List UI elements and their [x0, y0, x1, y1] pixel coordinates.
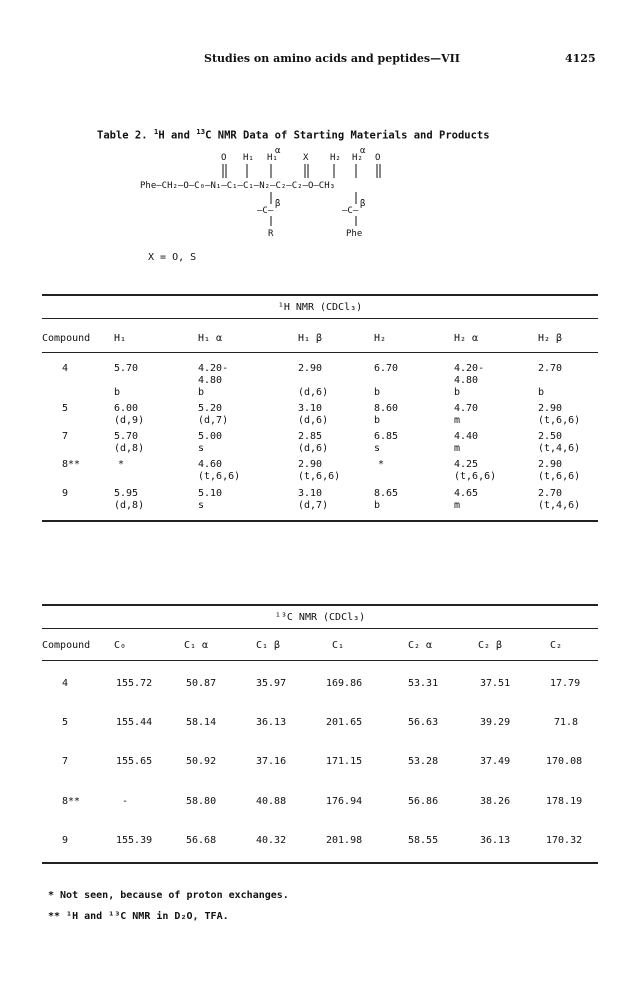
cell-line: 5.00: [198, 431, 223, 442]
cell-line: 4.40: [454, 431, 479, 442]
c-row-c0: -: [122, 796, 129, 807]
cell-line: 2.70: [538, 488, 563, 499]
h-row-cell: [298, 459, 340, 483]
cell-line: 2.90: [298, 459, 323, 470]
cell-line: 4.80: [454, 375, 479, 386]
c-col-c2: C₂: [550, 640, 563, 651]
cell-line: b: [114, 387, 121, 398]
h-table-bottom-rule: [42, 520, 598, 522]
h-row-cell: [114, 431, 144, 455]
cell-line: m: [454, 443, 461, 454]
h-col-compound: Compound: [42, 333, 91, 344]
h-row-compound: 4: [62, 363, 69, 374]
table-label: Table 2.: [97, 129, 148, 142]
cell-line: (t,6,6): [454, 471, 497, 482]
cell-line: b: [454, 387, 461, 398]
c-col-c2a: C₂ α: [408, 640, 433, 651]
c-row-c2a: 53.31: [408, 678, 439, 689]
cell-line: (d,7): [198, 415, 229, 426]
h-superscript: 1: [153, 127, 159, 136]
cell-line: 4.20-: [198, 363, 229, 374]
structure-beta-carbon-1: —C—: [257, 206, 274, 216]
c-row-c1a: 58.14: [186, 717, 217, 728]
cell-line: 4.70: [454, 403, 479, 414]
x-legend: X = O, S: [148, 252, 197, 263]
h-row-cell: [198, 431, 222, 455]
cell-line: b: [198, 387, 205, 398]
cell-line: 4.65: [454, 488, 479, 499]
h-row-compound: 8**: [62, 459, 81, 470]
structure-R: R: [268, 229, 274, 239]
h-row-cell: [198, 363, 228, 399]
c-row-c0: 155.65: [116, 756, 153, 767]
cell-line: (d,6): [298, 415, 329, 426]
c-row-c1b: 40.32: [256, 835, 287, 846]
h-row-cell: [374, 363, 398, 399]
c-row-compound: 7: [62, 756, 69, 767]
caption-h-text: H and: [158, 129, 190, 142]
chemical-structure-diagram: [140, 148, 500, 248]
h-row-cell: [374, 431, 398, 455]
cell-line: 2.50: [538, 431, 563, 442]
h-col-h2a: H₂ α: [454, 333, 479, 344]
h-col-h2: H₂: [374, 333, 387, 344]
c-row-c2: 170.32: [546, 835, 583, 846]
cell-line: 4.60: [198, 459, 223, 470]
h-nmr-table: [42, 300, 598, 520]
cell-line: 2.70: [538, 363, 563, 374]
h-col-h1: H₁: [114, 333, 127, 344]
cell-line: 5.95: [114, 488, 139, 499]
h-row-compound: 9: [62, 488, 69, 499]
h-row-cell: [198, 403, 228, 427]
c-table-bottom-rule: [42, 862, 598, 864]
table-caption: [97, 127, 490, 142]
c-row-c2b: 37.51: [480, 678, 511, 689]
h-table-top-rule: [42, 294, 598, 296]
c-row-c2: 178.19: [546, 796, 583, 807]
cell-line: m: [454, 500, 461, 511]
h-row-compound: 5: [62, 403, 69, 414]
cell-line: (t,6,6): [538, 415, 581, 426]
c-row-c2: 71.8: [554, 717, 579, 728]
c-col-c1a: C₁ α: [184, 640, 209, 651]
c-col-c1: C₁: [332, 640, 345, 651]
c-row-c2b: 36.13: [480, 835, 511, 846]
running-head-title: Studies on amino acids and peptides—VII: [204, 52, 460, 65]
h-row-cell: [118, 459, 124, 471]
h-row-cell: [298, 363, 328, 399]
c-row-c2a: 56.63: [408, 717, 439, 728]
cell-line: b: [538, 387, 545, 398]
c-row-compound: 4: [62, 678, 69, 689]
structure-main-chain: Phe—CH₂—O—C₀—N₁—C₁—C₁—N₂—C₂—C₂—O—CH₃: [140, 181, 336, 191]
h-row-cell: [114, 363, 138, 399]
c-row-c1b: 40.88: [256, 796, 287, 807]
cell-line: 6.00: [114, 403, 139, 414]
cell-line: b: [374, 387, 381, 398]
c-row-c1: 171.15: [326, 756, 363, 767]
cell-line: 4.20-: [454, 363, 485, 374]
c-row-c1: 176.94: [326, 796, 363, 807]
cell-line: (t,6,6): [538, 471, 581, 482]
footnote-1: * Not seen, because of proton exchanges.: [48, 890, 289, 901]
c-row-c2: 17.79: [550, 678, 581, 689]
footnotes: [48, 885, 289, 927]
c-table-top-rule: [42, 604, 598, 606]
cell-line: 5.70: [114, 431, 139, 442]
cell-line: m: [454, 415, 461, 426]
structure-H1-alpha-top: H₁: [267, 153, 278, 163]
h-row-cell: [454, 403, 478, 427]
c-row-c2a: 56.86: [408, 796, 439, 807]
c-row-c2b: 38.26: [480, 796, 511, 807]
structure-bonds: [223, 164, 380, 226]
cell-line: s: [374, 443, 381, 454]
cell-line: 2.90: [298, 363, 323, 374]
cell-line: 2.90: [538, 403, 563, 414]
c-row-c1b: 37.16: [256, 756, 287, 767]
cell-line: (d,8): [114, 443, 145, 454]
cell-line: 6.70: [374, 363, 399, 374]
cell-line: 6.85: [374, 431, 399, 442]
c-nmr-table: [42, 610, 598, 862]
c-row-compound: 8**: [62, 796, 81, 807]
c-row-c1: 201.65: [326, 717, 363, 728]
c-row-c1a: 50.92: [186, 756, 217, 767]
c-col-compound: Compound: [42, 640, 91, 651]
cell-line: (t,6,6): [298, 471, 341, 482]
structure-X: X: [303, 153, 309, 163]
h-table-title: ¹H NMR (CDCl₃): [277, 302, 363, 313]
c-row-c1b: 36.13: [256, 717, 287, 728]
h-row-cell: [298, 488, 328, 512]
h-row-cell: [538, 459, 580, 483]
c-row-c0: 155.39: [116, 835, 153, 846]
cell-line: 2.85: [298, 431, 323, 442]
caption-c-text: C NMR Data of Starting Materials and Products: [205, 129, 490, 142]
cell-line: (d,9): [114, 415, 145, 426]
c-row-c1: 201.98: [326, 835, 363, 846]
c-row-c1b: 35.97: [256, 678, 287, 689]
c-row-c2a: 58.55: [408, 835, 439, 846]
h-row-cell: [114, 403, 144, 427]
cell-line: (t,6,6): [198, 471, 241, 482]
c-row-c2a: 53.28: [408, 756, 439, 767]
structure-O-2: O: [375, 153, 381, 163]
footnote-2: ** ¹H and ¹³C NMR in D₂O, TFA.: [48, 911, 229, 922]
structure-beta-2: β: [360, 199, 366, 209]
structure-H2: H₂: [330, 153, 341, 163]
cell-line: (d,8): [114, 500, 145, 511]
h-col-h1a: H₁ α: [198, 333, 223, 344]
h-row-cell: [538, 431, 580, 455]
structure-Phe: Phe: [346, 229, 363, 239]
structure-beta-1: β: [275, 199, 281, 209]
c-col-c0: C₀: [114, 640, 127, 651]
h-row-cell: [378, 459, 384, 471]
c-row-compound: 9: [62, 835, 69, 846]
cell-line: s: [198, 443, 205, 454]
structure-O-1: O: [221, 153, 227, 163]
c-superscript: 13: [196, 127, 206, 136]
structure-alpha-2: α: [360, 148, 366, 156]
h-row-cell: [298, 403, 328, 427]
structure-H2-alpha-top: H₂: [352, 153, 363, 163]
cell-line: b: [374, 415, 381, 426]
cell-line: 8.65: [374, 488, 399, 499]
cell-line: 3.10: [298, 403, 323, 414]
c-row-c1a: 58.80: [186, 796, 217, 807]
h-col-h1b: H₁ β: [298, 333, 323, 344]
cell-line: 5.10: [198, 488, 223, 499]
c-table-title-rule: [42, 628, 598, 629]
h-row-cell: [298, 431, 328, 455]
c-col-c1b: C₁ β: [256, 640, 281, 651]
c-row-c2: 170.08: [546, 756, 583, 767]
h-table-title-rule: [42, 318, 598, 319]
cell-line: (d,6): [298, 387, 329, 398]
h-col-h2b: H₂ β: [538, 333, 563, 344]
cell-line: (d,7): [298, 500, 329, 511]
h-row-cell: [198, 488, 222, 512]
structure-alpha-1: α: [275, 148, 281, 156]
cell-line: 8.60: [374, 403, 399, 414]
h-row-cell: [454, 488, 478, 512]
cell-line: *: [378, 459, 385, 470]
c-row-c1a: 50.87: [186, 678, 217, 689]
h-row-cell: [374, 403, 398, 427]
h-row-cell: [198, 459, 240, 483]
c-row-c0: 155.44: [116, 717, 153, 728]
c-table-title: ¹³C NMR (CDCl₃): [274, 612, 366, 623]
cell-line: 2.90: [538, 459, 563, 470]
cell-line: 4.25: [454, 459, 479, 470]
c-row-c2b: 39.29: [480, 717, 511, 728]
h-row-cell: [454, 459, 496, 483]
cell-line: (t,4,6): [538, 500, 581, 511]
c-row-c1a: 56.68: [186, 835, 217, 846]
cell-line: (t,4,6): [538, 443, 581, 454]
h-table-header-rule: [42, 352, 598, 353]
cell-line: b: [374, 500, 381, 511]
h-row-cell: [374, 488, 398, 512]
cell-line: (d,6): [298, 443, 329, 454]
c-row-compound: 5: [62, 717, 69, 728]
cell-line: 5.70: [114, 363, 139, 374]
h-row-cell: [454, 363, 484, 399]
cell-line: 5.20: [198, 403, 223, 414]
h-row-cell: [538, 488, 580, 512]
h-row-cell: [538, 363, 562, 399]
cell-line: s: [198, 500, 205, 511]
h-row-cell: [538, 403, 580, 427]
structure-beta-carbon-2: —C—: [342, 206, 359, 216]
page-number: 4125: [565, 52, 596, 65]
c-col-c2b: C₂ β: [478, 640, 503, 651]
h-row-cell: [454, 431, 478, 455]
c-table-header-rule: [42, 660, 598, 661]
structure-H1: H₁: [243, 153, 254, 163]
cell-line: *: [118, 459, 125, 470]
h-row-cell: [114, 488, 144, 512]
c-row-c2b: 37.49: [480, 756, 511, 767]
cell-line: 4.80: [198, 375, 223, 386]
c-row-c0: 155.72: [116, 678, 153, 689]
h-row-compound: 7: [62, 431, 69, 442]
cell-line: 3.10: [298, 488, 323, 499]
c-row-c1: 169.86: [326, 678, 363, 689]
